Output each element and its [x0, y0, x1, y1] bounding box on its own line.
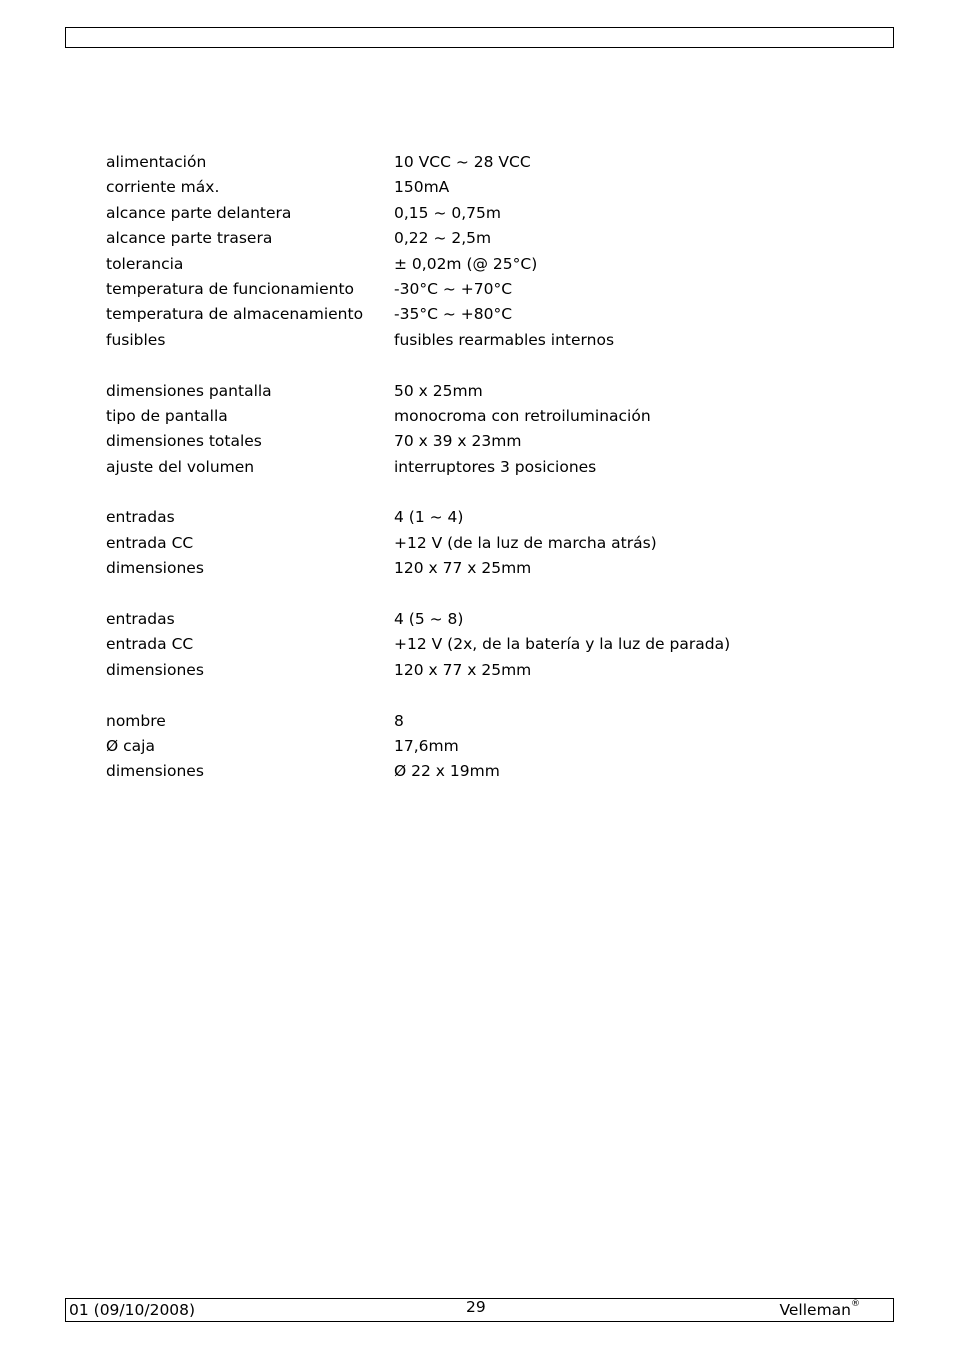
spec-label: corriente máx.: [106, 178, 220, 197]
spec-label: nombre: [106, 711, 166, 730]
spec-row: [106, 556, 866, 581]
spec-value: fusibles rearmables internos: [394, 330, 615, 349]
spec-value: monocroma con retroiluminación: [394, 406, 651, 425]
spec-label: entrada CC: [106, 533, 194, 552]
footer-page-number: 29: [466, 1298, 486, 1316]
spec-value: 10 VCC ~ 28 VCC: [394, 153, 531, 171]
spec-value: 50 x 25mm: [394, 381, 483, 400]
spec-value: Ø 22 x 19mm: [394, 762, 500, 781]
spec-value: -30°C ~ +70°C: [394, 279, 513, 298]
spec-label: dimensiones: [106, 762, 204, 781]
spec-value: 120 x 77 x 25mm: [394, 660, 532, 679]
group-spacer: [106, 582, 866, 607]
footer-brand: [779, 1301, 860, 1319]
group-spacer: [106, 353, 866, 378]
spec-value: 8: [394, 711, 404, 730]
spec-row: [106, 201, 866, 226]
spec-row: [106, 759, 866, 784]
spec-row: [106, 302, 866, 327]
spec-row: [106, 505, 866, 530]
header-box: [65, 27, 894, 48]
spec-value: +12 V (2x, de la batería y la luz de parada): [394, 635, 731, 654]
spec-row: [106, 734, 866, 759]
spec-table: [106, 150, 866, 785]
spec-value: 4 (1 ~ 4): [394, 508, 464, 527]
spec-row: [106, 226, 866, 251]
spec-label: tolerancia: [106, 254, 184, 273]
spec-label: Ø caja: [106, 736, 155, 755]
spec-row: [106, 607, 866, 632]
spec-row: [106, 175, 866, 200]
spec-value: 4 (5 ~ 8): [394, 610, 464, 629]
spec-row: [106, 379, 866, 404]
spec-value: 120 x 77 x 25mm: [394, 559, 532, 578]
spec-label: entradas: [106, 610, 175, 629]
spec-row: [106, 531, 866, 556]
spec-value: 150mA: [394, 178, 450, 197]
footer-brand-name: Velleman: [779, 1301, 851, 1319]
registered-mark: ®: [851, 1299, 860, 1309]
footer: [65, 1298, 894, 1322]
spec-label: fusibles: [106, 330, 166, 349]
spec-label: dimensiones: [106, 660, 204, 679]
spec-value: 0,15 ~ 0,75m: [394, 203, 501, 222]
spec-value: 70 x 39 x 23mm: [394, 432, 522, 451]
spec-row: [106, 150, 866, 175]
spec-row: [106, 455, 866, 480]
spec-label: alcance parte trasera: [106, 229, 273, 248]
spec-label: temperatura de almacenamiento: [106, 305, 364, 324]
group-spacer: [106, 480, 866, 505]
spec-label: temperatura de funcionamiento: [106, 279, 355, 298]
spec-row: [106, 709, 866, 734]
spec-label: entradas: [106, 508, 175, 527]
spec-label: alimentación: [106, 153, 207, 171]
spec-row: [106, 658, 866, 683]
group-spacer: [106, 683, 866, 708]
spec-row: [106, 252, 866, 277]
spec-label: entrada CC: [106, 635, 194, 654]
footer-version: 01 (09/10/2008): [69, 1301, 196, 1319]
spec-row: [106, 328, 866, 353]
spec-label: dimensiones: [106, 559, 204, 578]
spec-label: alcance parte delantera: [106, 203, 292, 222]
spec-row: [106, 404, 866, 429]
spec-value: 17,6mm: [394, 736, 459, 755]
spec-value: +12 V (de la luz de marcha atrás): [394, 533, 657, 552]
spec-label: ajuste del volumen: [106, 457, 255, 476]
spec-row: [106, 632, 866, 657]
spec-value: ± 0,02m (@ 25°C): [394, 254, 538, 273]
spec-row: [106, 429, 866, 454]
spec-value: interruptores 3 posiciones: [394, 457, 597, 476]
spec-value: 0,22 ~ 2,5m: [394, 229, 492, 248]
spec-label: tipo de pantalla: [106, 406, 228, 425]
spec-label: dimensiones pantalla: [106, 381, 272, 400]
spec-value: -35°C ~ +80°C: [394, 305, 513, 324]
spec-label: dimensiones totales: [106, 432, 262, 451]
spec-row: [106, 277, 866, 302]
